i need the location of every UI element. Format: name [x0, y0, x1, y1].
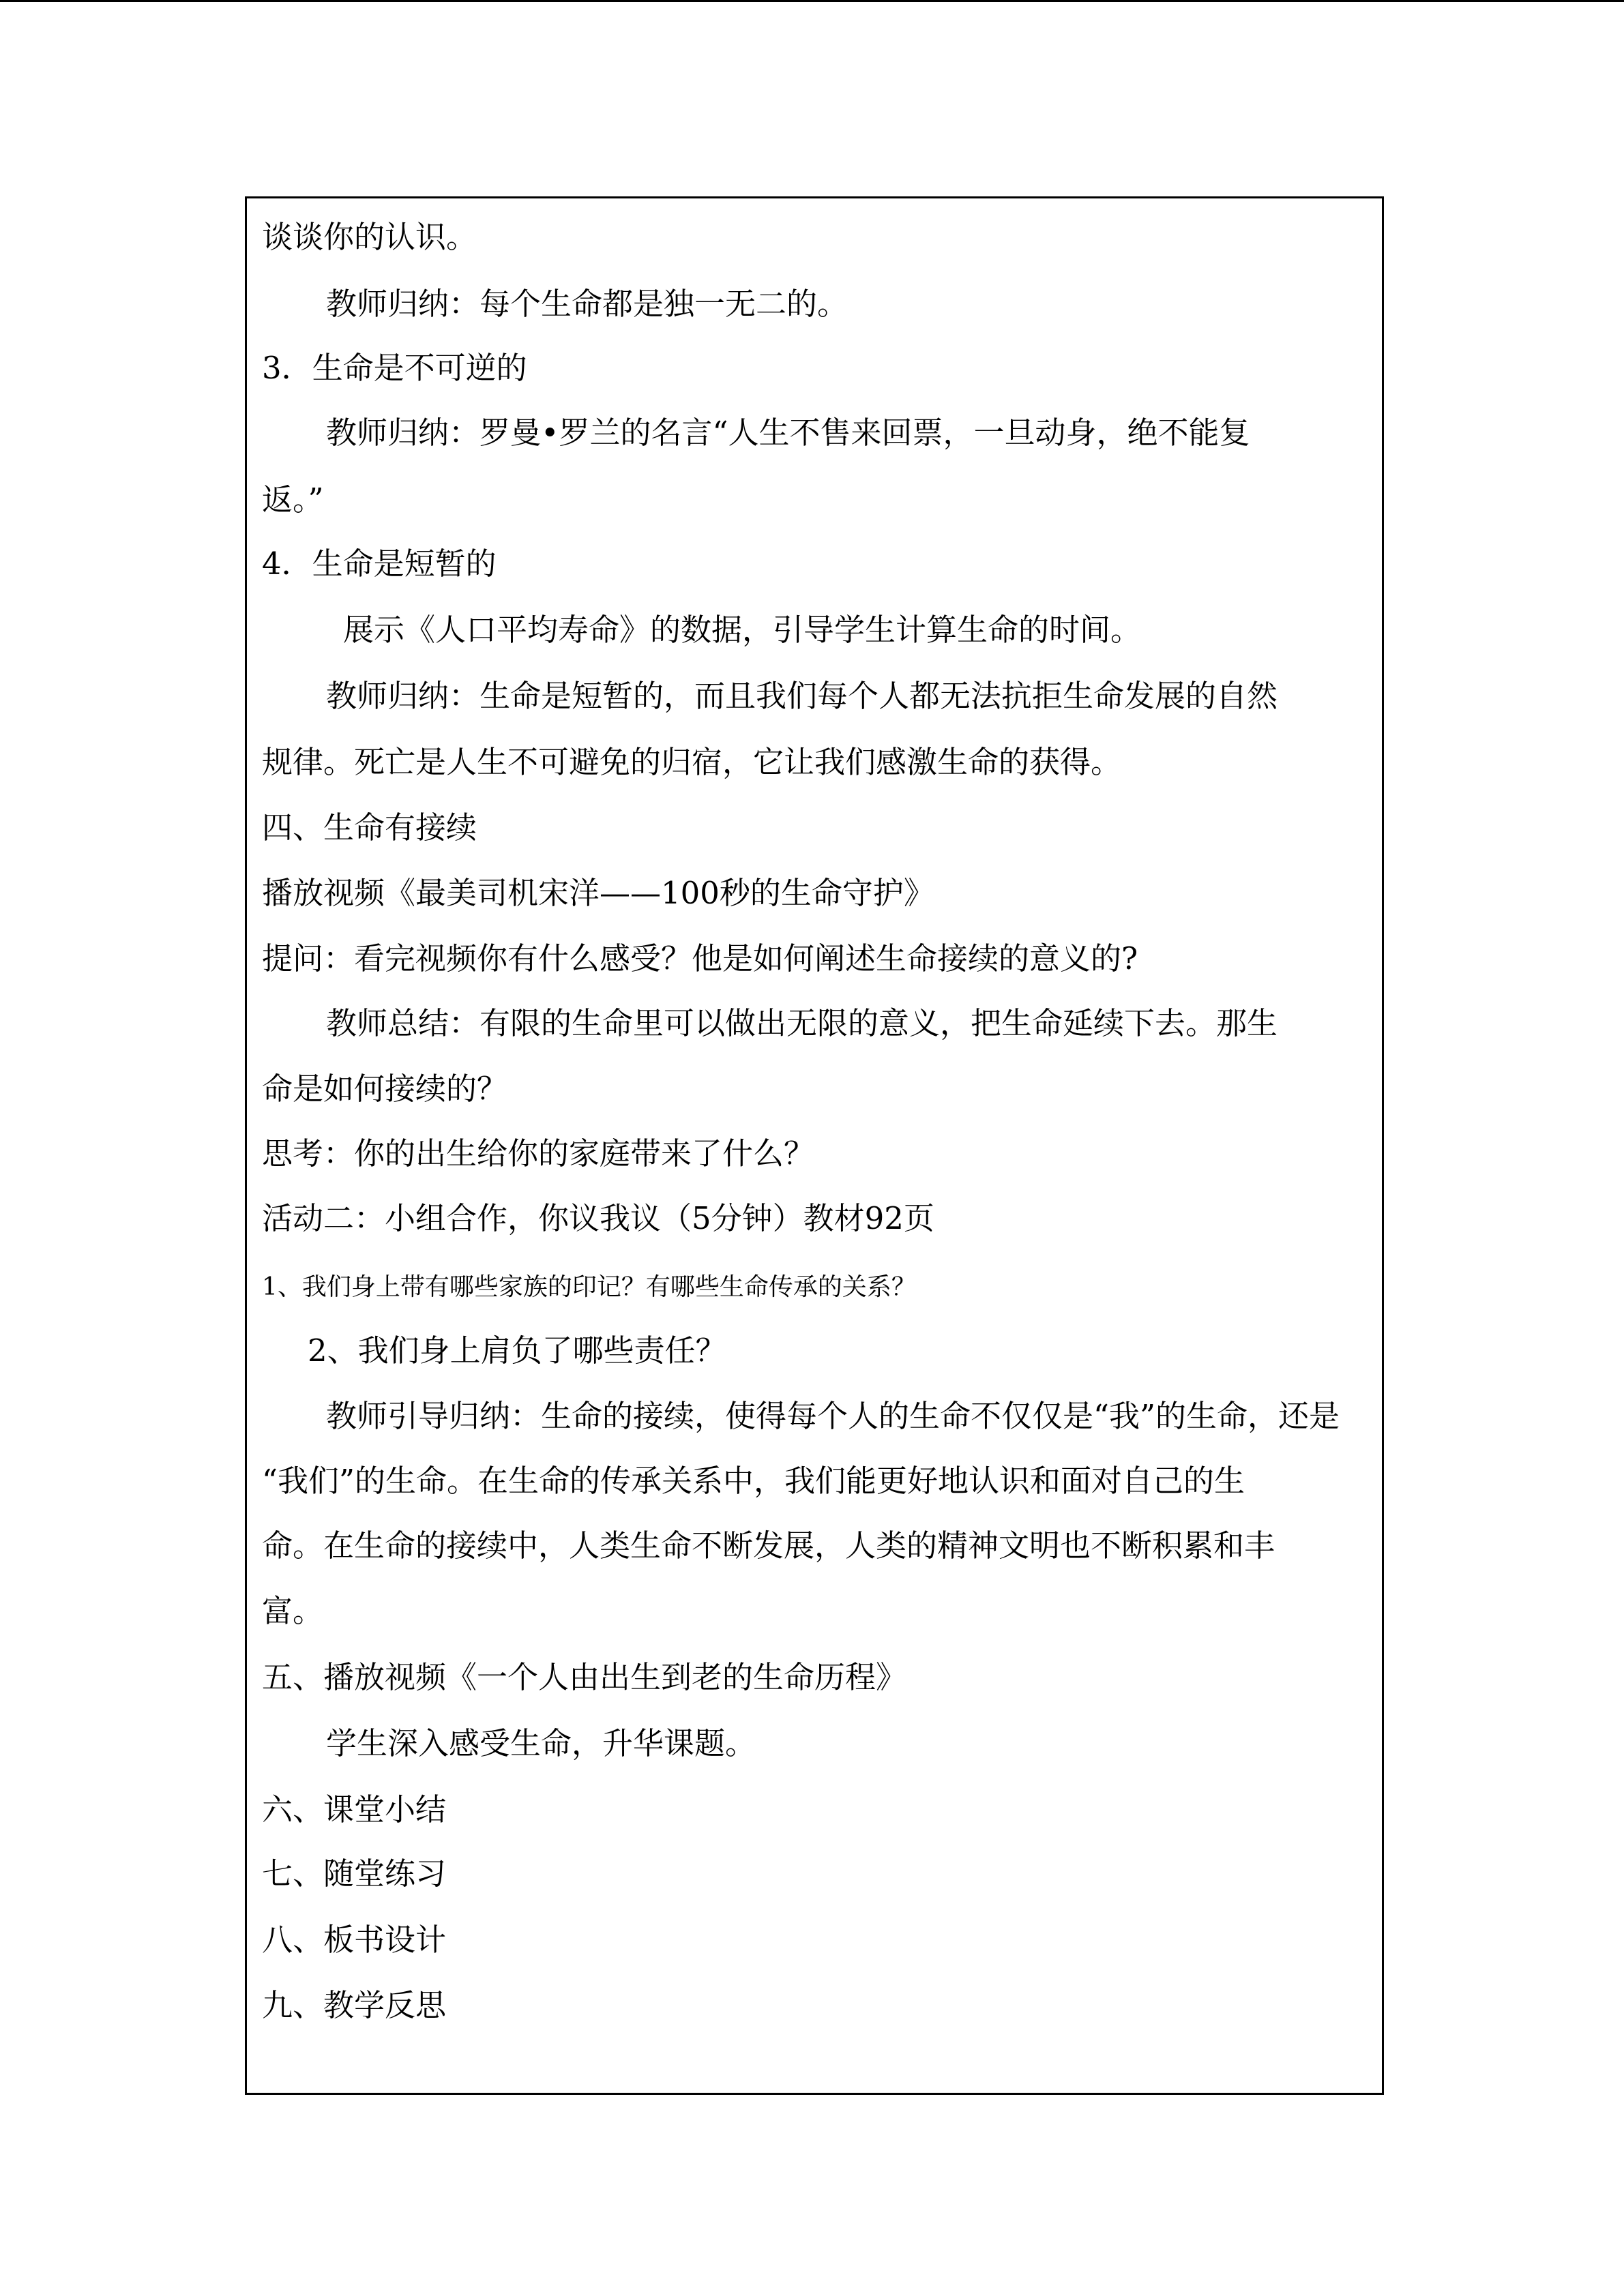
text-line: 命。在生命的接续中，人类生命不断发展，人类的精神文明也不断积累和丰 — [262, 1527, 1275, 1564]
text-line: 教师归纳：生命是短暂的，而且我们每个人都无法抗拒生命发展的自然 — [326, 678, 1278, 714]
text-line: “我们”的生命。在生命的传承关系中，我们能更好地认识和面对自己的生 — [262, 1463, 1245, 1499]
section-heading: 五、播放视频《一个人由出生到老的生命历程》 — [262, 1659, 907, 1695]
text-line: 2、我们身上肩负了哪些责任？ — [308, 1332, 726, 1369]
page-top-rule — [0, 0, 1624, 2]
section-heading: 六、课堂小结 — [262, 1791, 447, 1828]
text-line: 富。 — [262, 1593, 324, 1629]
text-line: 学生深入感受生命，升华课题。 — [326, 1725, 756, 1761]
text-line: 1、我们身上带有哪些家族的印记？有哪些生命传承的关系？ — [262, 1273, 916, 1301]
text-line: 播放视频《最美司机宋洋——100秒的生命守护》 — [262, 875, 934, 911]
text-line: 教师归纳：每个生命都是独一无二的。 — [326, 286, 848, 322]
text-line: 返。” — [262, 481, 324, 518]
section-heading: 八、板书设计 — [262, 1922, 447, 1958]
section-heading: 七、随堂练习 — [262, 1855, 447, 1892]
text-line: 教师归纳：罗曼•罗兰的名言“人生不售来回票，一旦动身，绝不能复 — [326, 415, 1250, 451]
section-heading: 四、生命有接续 — [262, 809, 477, 846]
section-heading: 九、教学反思 — [262, 1987, 447, 2023]
text-line: 教师引导归纳：生命的接续，使得每个人的生命不仅仅是“我”的生命，还是 — [326, 1398, 1340, 1434]
text-line: 思考：你的出生给你的家庭带来了什么？ — [262, 1135, 815, 1172]
text-line: 活动二：小组合作，你议我议（5分钟）教材92页 — [262, 1200, 934, 1236]
text-line: 展示《人口平均寿命》的数据，引导学生计算生命的时间。 — [343, 612, 1142, 648]
text-line: 4．生命是短暂的 — [262, 546, 497, 582]
text-line: 谈谈你的认识。 — [262, 219, 477, 255]
text-line: 命是如何接续的？ — [262, 1071, 508, 1107]
text-line: 教师总结：有限的生命里可以做出无限的意义，把生命延续下去。那生 — [326, 1005, 1278, 1041]
text-line: 提问：看完视频你有什么感受？他是如何阐述生命接续的意义的? — [262, 940, 1138, 976]
text-line: 3．生命是不可逆的 — [262, 350, 527, 386]
text-line: 规律。死亡是人生不可避免的归宿，它让我们感激生命的获得。 — [262, 744, 1122, 780]
